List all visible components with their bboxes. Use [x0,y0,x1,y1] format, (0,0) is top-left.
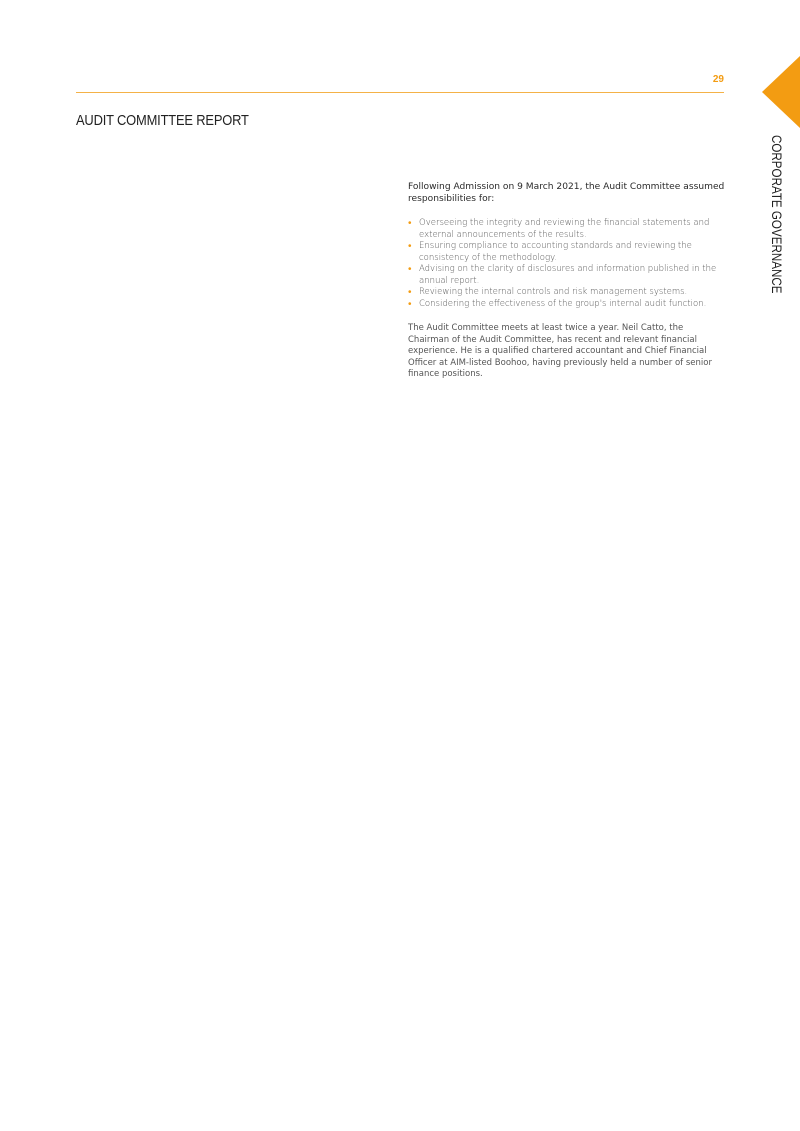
list-item [408,287,726,299]
list-item [408,264,726,287]
list-item-text: Ensuring compliance to accounting standards and reviewing the consistency of the methodology. [419,241,692,263]
bullet-icon: • [408,287,412,298]
list-item-text: Advising on the clarity of disclosures and information published in the annual report. [419,264,717,286]
bullet-icon: • [408,218,412,229]
content-column [408,182,726,381]
side-section-label: CORPORATE GOVERNANCE [769,135,784,294]
intro-paragraph: Following Admission on 9 March 2021, the Audit Committee assumed responsibilities for: [408,182,725,204]
list-item [408,299,726,311]
page-number: 29 [712,74,724,85]
bullet-icon: • [408,241,412,252]
list-item-text: Overseeing the integrity and reviewing the financial statements and external announcements of the results. [419,218,710,240]
header-rule [76,92,724,93]
list-item-text: Reviewing the internal controls and risk management systems. [419,287,688,297]
corner-tab-shape [762,56,800,128]
audit-committee-paragraph: The Audit Committee meets at least twice a year. Neil Catto, the Chairman of the Audit Committee, has recent and relevant financial experience. He is a qualified chartered accountant and Chief Financial Officer at AIM-listed Boohoo, having previously held a number of senior finance positions. [408,323,712,379]
list-item [408,218,726,241]
responsibilities-list [408,218,726,310]
list-item [408,241,726,264]
list-item-text: Considering the effectiveness of the group's internal audit function. [419,298,707,309]
section-title: AUDIT COMMITTEE REPORT [76,112,249,129]
bullet-icon: • [408,264,412,275]
bullet-icon: • [408,298,412,310]
